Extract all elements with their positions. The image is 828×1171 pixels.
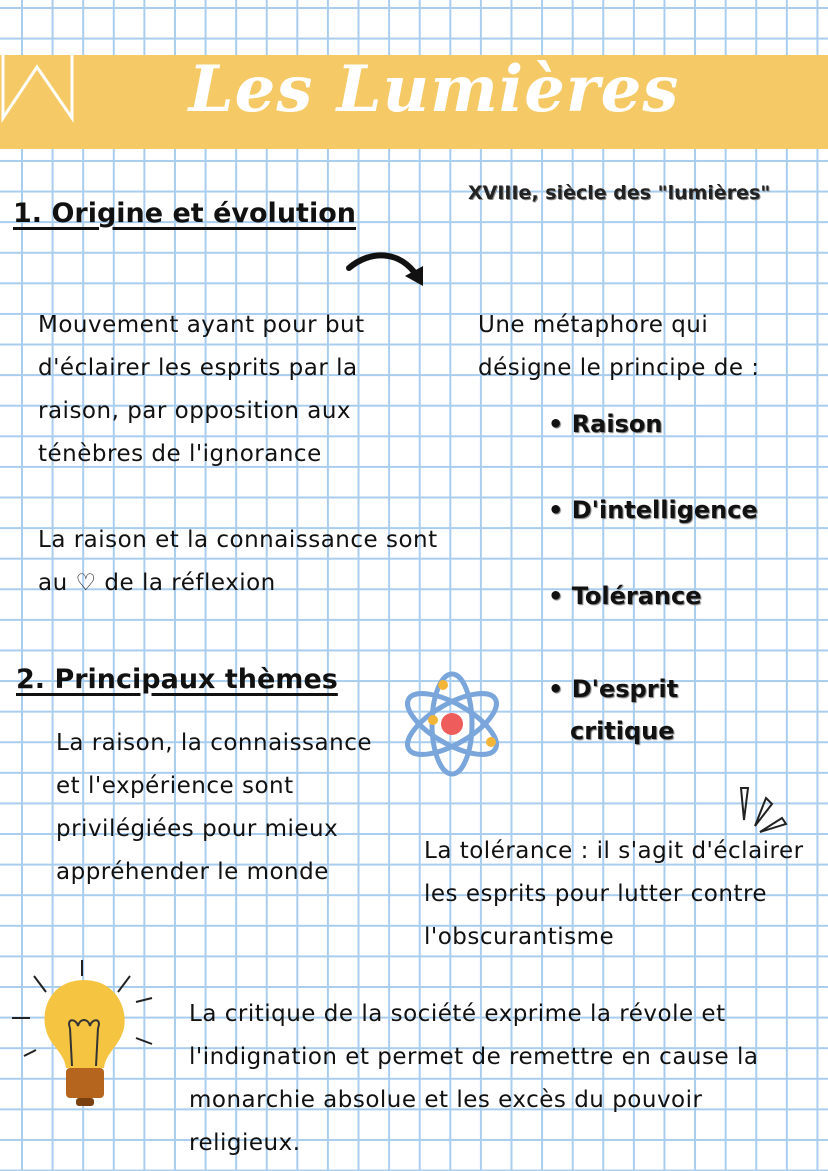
section1-heading: 1. Origine et évolution [13,198,356,229]
atom-icon [395,668,510,780]
metaphor-text: Une métaphore qui désigne le principe de : [478,312,760,381]
bullet-esprit-critique: • D'esprit critique [548,675,679,745]
bullet-label: Tolérance [571,582,702,610]
bullet-label: D'esprit critique [570,675,679,745]
heart-text-start: La raison et la connaissance sont au [38,527,438,596]
lightbulb-icon [12,958,162,1118]
heart-text [38,519,448,605]
heart-icon: ♡ [75,570,97,596]
origin-text: Mouvement ayant pour but d'éclairer les esprits par la raison, par opposition aux ténèbres de l'ignorance [38,312,365,467]
critique-text: La critique de la société exprime la révole et l'indignation et permet de remettre en cause la monarchie absolue et les excès du pouvoir religieux. [189,1001,759,1156]
themes-text: La raison, la connaissance et l'expérience sont privilégiées pour mieux appréhender le monde [56,730,372,885]
heart-text-end: de la réflexion [104,570,276,596]
bullet-tolerance: • Tolérance [548,582,702,610]
bullet-intelligence: • D'intelligence [548,496,758,524]
bullet-raison: • Raison [548,410,663,438]
bullet-label: Raison [571,410,663,438]
subtitle: XVIIIe, siècle des "lumières" [468,182,771,204]
tolerance-text: La tolérance : il s'agit d'éclairer les esprits pour lutter contre l'obscurantisme [424,838,804,950]
bullet-label: D'intelligence [571,496,758,524]
section2-heading: 2. Principaux thèmes [16,664,338,695]
curved-arrow-icon [345,248,430,290]
page-title: Les Lumières [188,52,680,127]
